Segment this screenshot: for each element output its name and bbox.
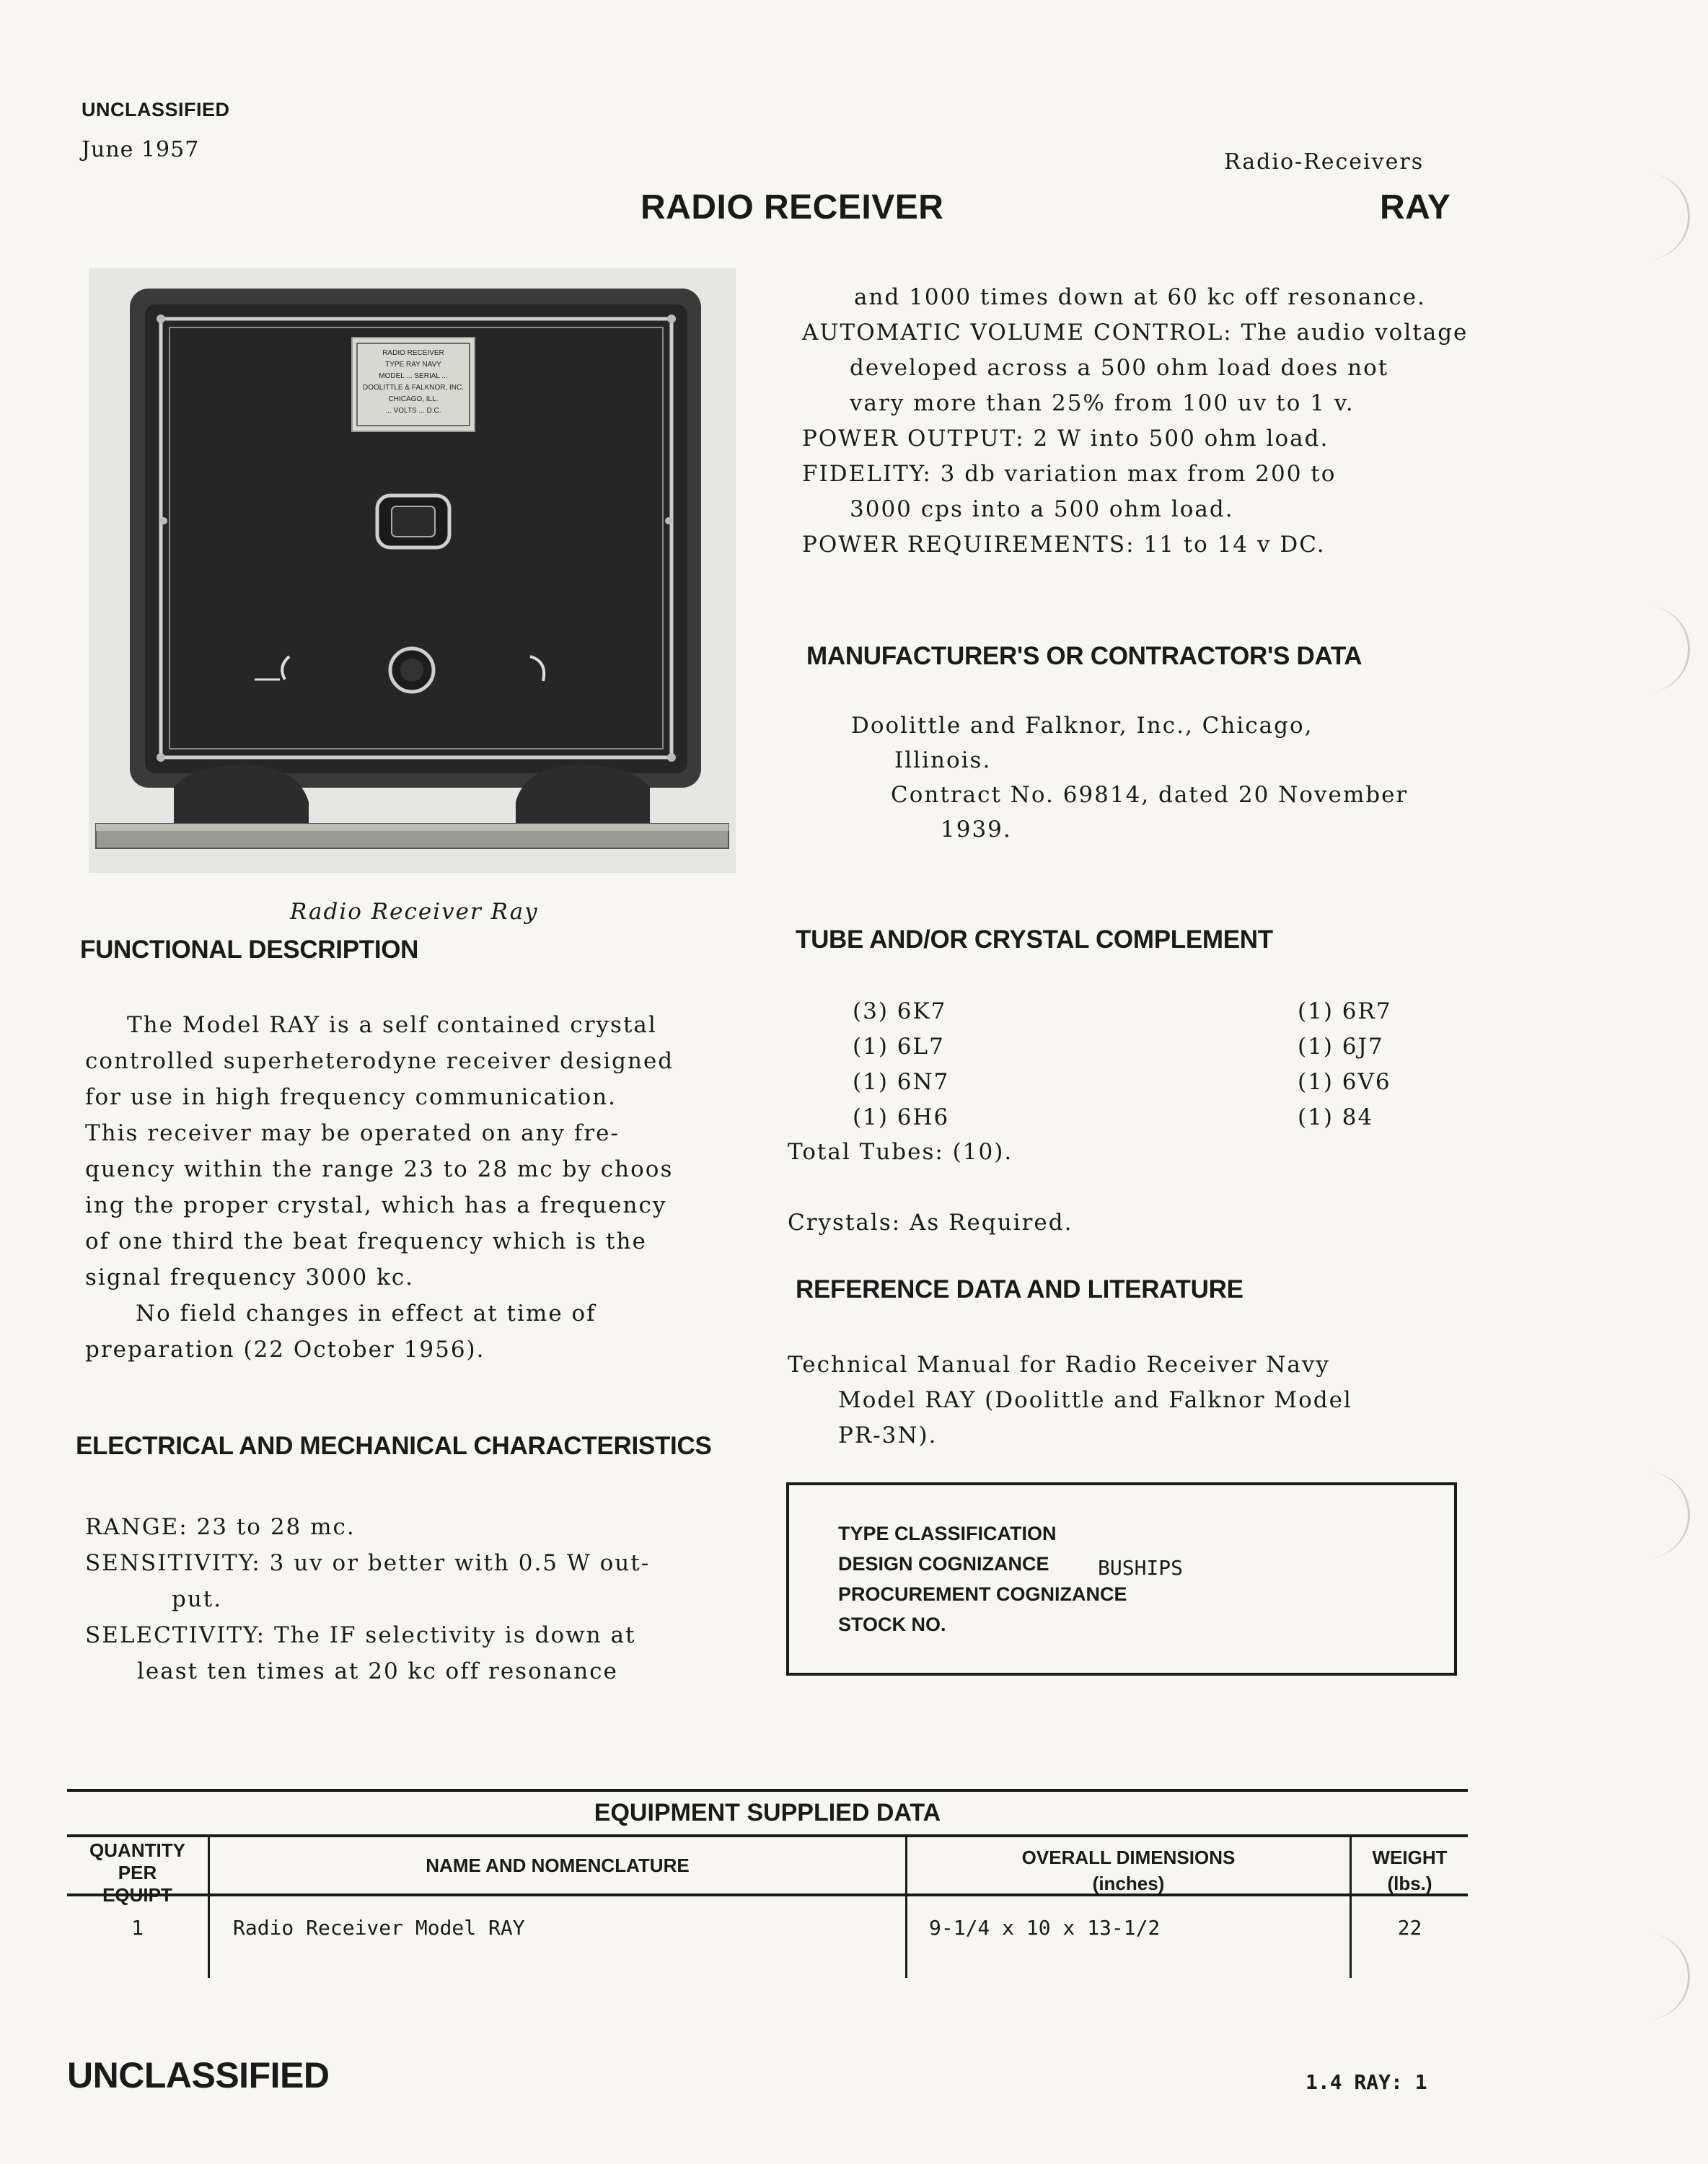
row-quantity: 1: [131, 1916, 144, 1940]
text-line: Model RAY (Doolittle and Falknor Model: [838, 1387, 1352, 1413]
text-line: 1939.: [941, 817, 1012, 843]
svg-text:RADIO RECEIVER: RADIO RECEIVER: [382, 349, 444, 357]
tube-item: (1) 6J7: [1298, 1034, 1384, 1060]
row-name: Radio Receiver Model RAY: [233, 1916, 525, 1940]
total-tubes: Total Tubes: (10).: [788, 1139, 1013, 1165]
text-line: Illinois.: [894, 747, 992, 773]
text-line: put.: [172, 1586, 223, 1612]
svg-text:... VOLTS ... D.C.: ... VOLTS ... D.C.: [385, 407, 441, 415]
text-line: POWER OUTPUT: 2 W into 500 ohm load.: [802, 426, 1329, 452]
text-line: vary more than 25% from 100 uv to 1 v.: [850, 390, 1355, 416]
binder-hole-mark: [1637, 1933, 1690, 2020]
column-header-dimensions: OVERALL DIMENSIONS (inches): [1021, 1847, 1236, 1894]
tubes-heading: TUBE AND/OR CRYSTAL COMPLEMENT: [796, 925, 1273, 954]
classification-bottom: UNCLASSIFIED: [67, 2055, 330, 2095]
binder-hole-mark: [1637, 173, 1690, 260]
text-line: of one third the beat frequency which is the: [85, 1228, 647, 1254]
text-line: quency within the range 23 to 28 mc by choos: [85, 1156, 674, 1182]
photo-caption: Radio Receiver Ray: [290, 899, 539, 925]
procurement-cognizance-label: PROCUREMENT COGNIZANCE: [838, 1583, 1127, 1605]
reference-heading: REFERENCE DATA AND LITERATURE: [796, 1275, 1243, 1303]
design-cognizance-value: BUSHIPS: [1098, 1556, 1184, 1580]
design-cognizance-label: DESIGN COGNIZANCE: [838, 1553, 1049, 1575]
text-line: RANGE: 23 to 28 mc.: [85, 1514, 356, 1540]
text-line: SENSITIVITY: 3 uv or better with 0.5 W out-: [85, 1550, 651, 1576]
document-date: June 1957: [82, 137, 200, 162]
text-line: POWER REQUIREMENTS: 11 to 14 v DC.: [802, 532, 1326, 558]
column-header-weight: WEIGHT (lbs.): [1372, 1847, 1448, 1894]
svg-text:CHICAGO, ILL.: CHICAGO, ILL.: [388, 395, 439, 403]
tube-item: (3) 6K7: [853, 998, 947, 1024]
tube-item: (1) 6V6: [1298, 1069, 1391, 1095]
text-line: No field changes in effect at time of: [136, 1301, 597, 1327]
text-line: FIDELITY: 3 db variation max from 200 to: [802, 461, 1337, 487]
text-line: SELECTIVITY: The IF selectivity is down at: [85, 1622, 636, 1648]
column-header-quantity: QUANTITY PER EQUIPT: [89, 1839, 185, 1906]
binder-hole-mark: [1637, 1472, 1690, 1558]
category-label: Radio-Receivers: [1224, 149, 1425, 175]
radio-receiver-image: [89, 268, 736, 873]
stock-number-label: STOCK NO.: [838, 1614, 946, 1635]
text-line: The Model RAY is a self contained crystal: [127, 1012, 657, 1038]
table-title: EQUIPMENT SUPPLIED DATA: [594, 1799, 941, 1826]
text-line: 3000 cps into a 500 ohm load.: [850, 496, 1234, 522]
receiver-photo: [89, 268, 736, 873]
manufacturer-heading: MANUFACTURER'S OR CONTRACTOR'S DATA: [806, 642, 1363, 670]
text-line: developed across a 500 ohm load does not: [850, 355, 1389, 381]
equipment-table: [67, 1789, 1468, 2020]
tube-item: (1) 84: [1298, 1104, 1374, 1130]
svg-text:TYPE RAY NAVY: TYPE RAY NAVY: [385, 361, 441, 369]
svg-text:MODEL ... SERIAL ...: MODEL ... SERIAL ...: [379, 372, 448, 380]
classification-box: [786, 1482, 1457, 1676]
crystals-note: Crystals: As Required.: [788, 1210, 1073, 1236]
text-line: and 1000 times down at 60 kc off resonance.: [854, 284, 1426, 310]
text-line: AUTOMATIC VOLUME CONTROL: The audio voltage: [802, 320, 1469, 346]
text-line: least ten times at 20 kc off resonance: [137, 1658, 618, 1684]
text-line: controlled superheterodyne receiver designed: [85, 1048, 674, 1074]
tube-item: (1) 6L7: [853, 1034, 945, 1060]
text-line: Contract No. 69814, dated 20 November: [891, 782, 1409, 808]
electrical-heading: ELECTRICAL AND MECHANICAL CHARACTERISTICS: [76, 1432, 712, 1460]
type-classification-label: TYPE CLASSIFICATION: [838, 1523, 1057, 1544]
page-title: RADIO RECEIVER: [640, 188, 944, 226]
svg-text:DOOLITTLE & FALKNOR, INC.: DOOLITTLE & FALKNOR, INC.: [362, 384, 465, 392]
binder-hole-mark: [1637, 606, 1690, 692]
tube-item: (1) 6R7: [1298, 998, 1392, 1024]
column-header-name: NAME AND NOMENCLATURE: [426, 1855, 690, 1876]
text-line: This receiver may be operated on any fre-: [85, 1120, 620, 1146]
row-dimensions: 9-1/4 x 10 x 13-1/2: [929, 1916, 1161, 1940]
text-line: Doolittle and Falknor, Inc., Chicago,: [851, 713, 1313, 739]
row-weight: 22: [1397, 1916, 1422, 1940]
text-line: signal frequency 3000 kc.: [85, 1264, 415, 1290]
text-line: Technical Manual for Radio Receiver Navy: [788, 1352, 1330, 1378]
classification-top: UNCLASSIFIED: [82, 99, 230, 120]
functional-heading: FUNCTIONAL DESCRIPTION: [80, 936, 419, 964]
text-line: preparation (22 October 1956).: [85, 1337, 485, 1363]
tube-item: (1) 6H6: [853, 1104, 950, 1130]
text-line: for use in high frequency communication.: [85, 1084, 617, 1110]
text-line: ing the proper crystal, which has a frequency: [85, 1192, 667, 1218]
page-reference: 1.4 RAY: 1: [1306, 2070, 1427, 2094]
tube-item: (1) 6N7: [853, 1069, 950, 1095]
text-line: PR-3N).: [838, 1422, 938, 1448]
equipment-designation: RAY: [1380, 188, 1451, 226]
